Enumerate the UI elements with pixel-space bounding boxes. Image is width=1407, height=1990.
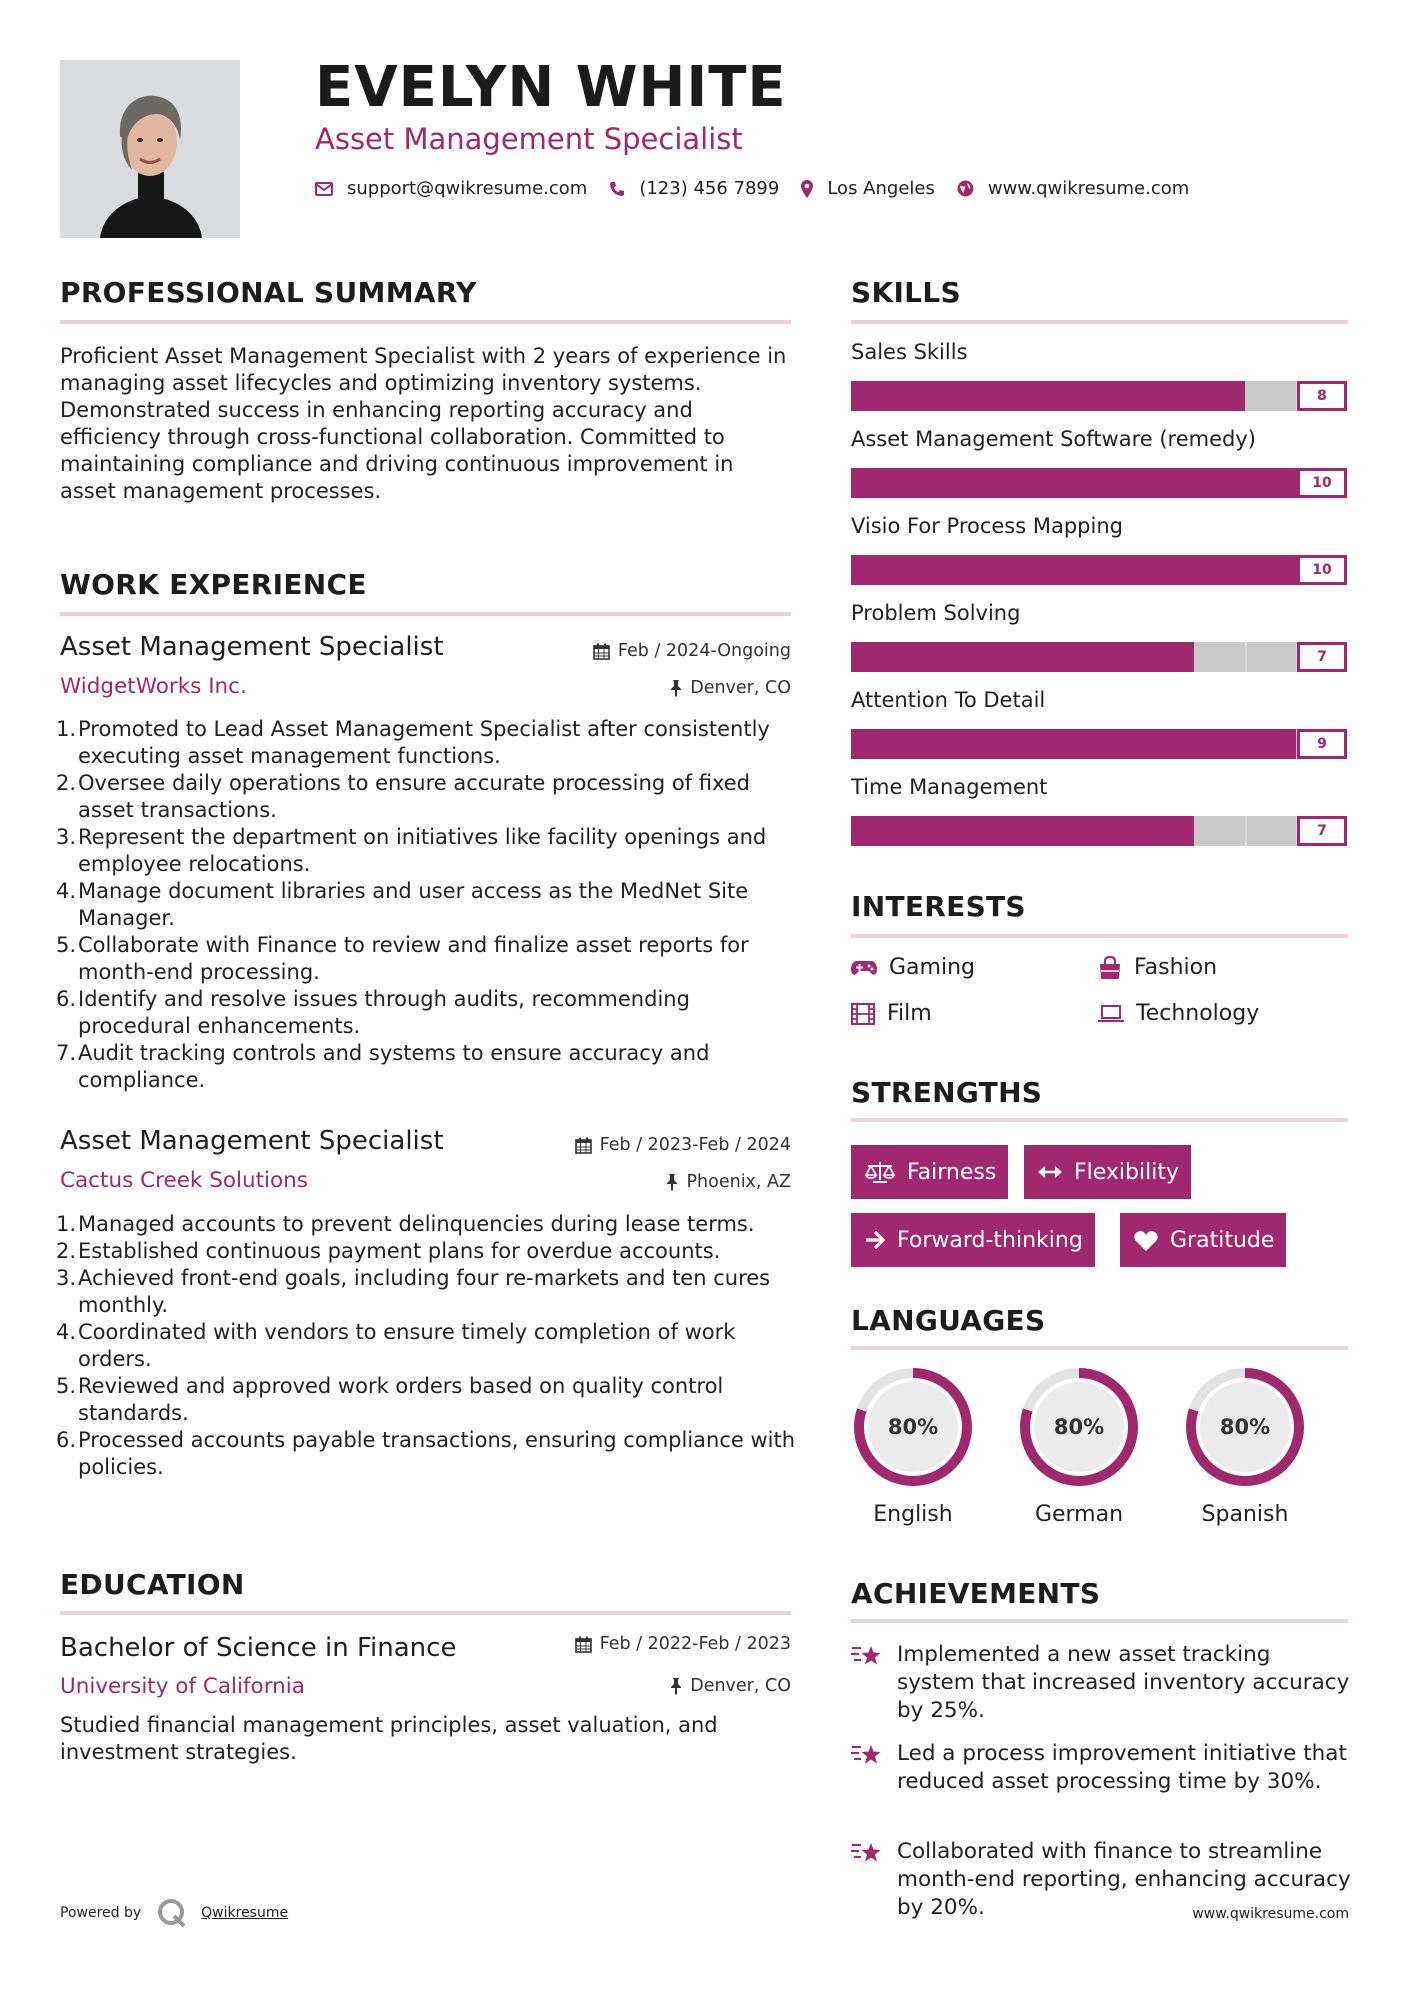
- list-item: 1. Promoted to Lead Asset Management Specialist after consistently executing asset management functions.: [56, 717, 770, 768]
- skill-level-badge: 9: [1297, 729, 1347, 759]
- list-item: 1. Managed accounts to prevent delinquencies during lease terms.: [56, 1212, 755, 1236]
- language-label: German: [1034, 1502, 1124, 1527]
- education-date: [575, 1634, 791, 1654]
- profile-photo: [60, 60, 240, 238]
- job-title: Asset Management Specialist: [60, 1126, 444, 1156]
- laptop-icon: [1098, 1005, 1124, 1023]
- shooting-star-icon: [851, 1643, 883, 1669]
- list-item: 4. Manage document libraries and user access as the MedNet Site Manager.: [56, 879, 749, 930]
- skill-bar-segment: [949, 642, 998, 672]
- skill-bar-segment: [1198, 468, 1248, 498]
- list-item: 3. Achieved front-end goals, including four re-markets and ten cures monthly.: [56, 1266, 771, 1317]
- achievements-heading: ACHIEVEMENTS: [851, 1577, 1101, 1610]
- strength-label: Flexibility: [1074, 1159, 1179, 1185]
- school-name: University of California: [60, 1674, 305, 1699]
- skill-bar-segment: [1049, 555, 1099, 585]
- interest-label: Fashion: [1134, 955, 1218, 980]
- envelope-icon: [315, 182, 333, 196]
- skill-bar-segment: [1047, 816, 1096, 846]
- list-item: 2. Oversee daily operations to ensure accurate processing of fixed asset transactions.: [56, 771, 751, 822]
- skill-bar-segment: [901, 555, 951, 585]
- list-item: 6. Identify and resolve issues through audits, recommending procedural enhancements.: [56, 987, 690, 1038]
- skill-bar-segment: [1097, 381, 1146, 411]
- pushpin-icon: [670, 679, 682, 697]
- skill-bar-segment: [1198, 555, 1248, 585]
- calendar-icon: [593, 643, 610, 660]
- progress-ring: [1017, 1365, 1141, 1489]
- list-item: 5. Reviewed and approved work orders based on quality control standards.: [56, 1374, 724, 1425]
- phone-icon: [609, 181, 625, 197]
- job-date: [593, 641, 791, 661]
- interest-label: Gaming: [889, 955, 975, 980]
- summary-rule: [60, 320, 791, 324]
- summary-heading: PROFESSIONAL SUMMARY: [60, 276, 477, 309]
- shopping-bag-icon: [1098, 956, 1122, 980]
- globe-icon: [957, 180, 974, 197]
- language-label: Spanish: [1201, 1502, 1289, 1527]
- skill-bar-segment: [999, 729, 1048, 759]
- skill-bar-segment: [851, 381, 900, 411]
- job-location-text: Denver, CO: [690, 678, 791, 698]
- skill-bar-segment: [998, 816, 1047, 846]
- company-name: WidgetWorks Inc.: [60, 674, 247, 699]
- arrows-horizontal-icon: [1038, 1165, 1062, 1179]
- skill-label: Attention To Detail: [851, 688, 1046, 712]
- skill-bar-segment: [1049, 729, 1098, 759]
- shooting-star-icon: [851, 1742, 883, 1768]
- skill-bar-segment: [851, 642, 900, 672]
- strength-label: Forward-thinking: [897, 1227, 1083, 1253]
- skill-bar-segment: [1247, 381, 1296, 411]
- skill-bar-segment: [900, 381, 949, 411]
- interest-film: [851, 1001, 932, 1026]
- skill-label: Problem Solving: [851, 601, 1021, 625]
- skill-bar: [851, 555, 1347, 585]
- job-date: [575, 1135, 791, 1155]
- skill-level-badge: 7: [1297, 816, 1347, 846]
- skill-bar-segment: [1099, 555, 1149, 585]
- job-duties-list: [56, 1211, 800, 1481]
- skill-bar-segment: [1196, 816, 1245, 846]
- job-date-text: Feb / 2024-Ongoing: [617, 641, 791, 661]
- skill-label: Asset Management Software (remedy): [851, 427, 1256, 451]
- language-ring-german: [1017, 1365, 1141, 1493]
- job-duties-list: [56, 716, 800, 1094]
- language-ring-spanish: [1183, 1365, 1307, 1493]
- achievement-item: [851, 1641, 1351, 1725]
- skill-bar-segment: [1197, 729, 1246, 759]
- skill-bar: [851, 468, 1347, 498]
- achievement-text: Implemented a new asset tracking system that increased inventory accuracy by 25%.: [897, 1642, 1350, 1723]
- skill-bar-segment: [1096, 642, 1145, 672]
- contact-phone[interactable]: [609, 178, 779, 199]
- skill-bar-segment: [1048, 381, 1097, 411]
- skill-level-badge: 8: [1297, 381, 1347, 411]
- skill-bar-segment: [1098, 729, 1147, 759]
- skill-bar-segment: [1147, 729, 1196, 759]
- skill-bar-segment: [1149, 555, 1199, 585]
- interests-heading: INTERESTS: [851, 890, 1026, 923]
- strength-forward-thinking: [851, 1213, 1095, 1267]
- list-item: 7. Audit tracking controls and systems to ensure accuracy and compliance.: [56, 1041, 710, 1092]
- skill-label: Sales Skills: [851, 340, 968, 364]
- company-name: Cactus Creek Solutions: [60, 1168, 309, 1193]
- film-icon: [851, 1003, 875, 1025]
- education-date-text: Feb / 2022-Feb / 2023: [599, 1634, 791, 1654]
- contact-email-text: support@qwikresume.com: [347, 178, 588, 199]
- interest-fashion: [1098, 955, 1217, 980]
- progress-ring: [1183, 1365, 1307, 1489]
- candidate-name: EVELYN WHITE: [315, 55, 787, 120]
- list-item: 4. Coordinated with vendors to ensure timely completion of work orders.: [56, 1320, 736, 1371]
- summary-text: Proficient Asset Management Specialist with 2 years of experience in managing asset lifecycles and optimizing inventory systems. Demonstrated success in enhancing reporting accuracy and efficiency through cross-functional collaboration. Committed to maintaining compliance and driving continuous improvement in asset management processes.: [60, 344, 787, 503]
- interest-gaming: [851, 955, 975, 980]
- job-location: [670, 678, 791, 698]
- powered-by-text: Powered by: [60, 1905, 142, 1921]
- ring-percent-label: 80%: [1053, 1415, 1105, 1439]
- skills-heading: SKILLS: [851, 276, 961, 309]
- education-heading: EDUCATION: [60, 1568, 245, 1601]
- list-item: 6. Processed accounts payable transactions, ensuring compliance with policies.: [56, 1428, 796, 1479]
- education-description: Studied financial management principles, asset valuation, and investment strategies.: [60, 1713, 718, 1764]
- skill-bar-segment: [1246, 729, 1295, 759]
- ring-percent-label: 80%: [1219, 1415, 1271, 1439]
- skill-bar-segment: [949, 381, 998, 411]
- skill-level-badge: 7: [1297, 642, 1347, 672]
- strengths-heading: STRENGTHS: [851, 1076, 1043, 1109]
- achievement-item: [851, 1740, 1351, 1796]
- skill-bar-segment: [1096, 816, 1145, 846]
- list-item: 3. Represent the department on initiatives like facility openings and employee relocations.: [56, 825, 767, 876]
- shooting-star-icon: [851, 1840, 883, 1866]
- skill-bar-segment: [851, 816, 900, 846]
- skill-bar-segment: [949, 816, 998, 846]
- language-ring-english: [851, 1365, 975, 1493]
- achievements-rule: [851, 1619, 1348, 1623]
- contact-email[interactable]: [315, 178, 587, 199]
- contact-bar: [315, 178, 1211, 199]
- job-location: [666, 1172, 791, 1192]
- calendar-icon: [575, 1636, 592, 1653]
- skill-bar-segment: [1146, 381, 1195, 411]
- strength-fairness: [851, 1145, 1008, 1199]
- skill-bar-segment: [1247, 816, 1296, 846]
- degree-title: Bachelor of Science in Finance: [60, 1633, 457, 1663]
- skill-bar: [851, 381, 1347, 411]
- strength-flexibility: [1024, 1145, 1191, 1199]
- skill-level-badge: 10: [1297, 468, 1347, 498]
- languages-heading: LANGUAGES: [851, 1304, 1046, 1337]
- map-marker-icon: [801, 180, 813, 198]
- interests-rule: [851, 934, 1348, 938]
- skills-rule: [851, 320, 1348, 324]
- skill-label: Visio For Process Mapping: [851, 514, 1123, 538]
- candidate-title: Asset Management Specialist: [315, 122, 743, 156]
- skill-bar-segment: [950, 555, 1000, 585]
- education-location-text: Denver, CO: [690, 1676, 791, 1696]
- job-date-text: Feb / 2023-Feb / 2024: [599, 1135, 791, 1155]
- skill-bar-segment: [851, 555, 901, 585]
- skill-bar: [851, 729, 1347, 759]
- skill-bar-segment: [1049, 468, 1099, 498]
- education-rule: [60, 1611, 791, 1615]
- skill-bar-segment: [1000, 468, 1050, 498]
- pushpin-icon: [666, 1173, 678, 1191]
- skill-bar-segment: [1248, 555, 1298, 585]
- education-location: [670, 1676, 791, 1696]
- powered-by: [60, 1898, 288, 1928]
- skill-bar-segment: [950, 468, 1000, 498]
- skill-bar-segment: [1000, 555, 1050, 585]
- contact-website[interactable]: [957, 178, 1189, 199]
- heart-icon: [1134, 1230, 1158, 1251]
- list-item: 2. Established continuous payment plans for overdue accounts.: [56, 1239, 721, 1263]
- skill-bar-segment: [1247, 642, 1296, 672]
- pushpin-icon: [670, 1677, 682, 1695]
- skill-bar-segment: [950, 729, 999, 759]
- work-heading: WORK EXPERIENCE: [60, 568, 367, 601]
- interest-label: Technology: [1136, 1001, 1260, 1026]
- strength-label: Fairness: [907, 1159, 997, 1185]
- skill-bar-segment: [1248, 468, 1298, 498]
- arrow-right-icon: [865, 1230, 885, 1250]
- skill-bar-segment: [900, 729, 949, 759]
- contact-location-text: Los Angeles: [827, 178, 935, 199]
- skill-bar-segment: [1047, 642, 1096, 672]
- work-rule: [60, 612, 791, 616]
- skill-bar-segment: [901, 468, 951, 498]
- skill-bar-segment: [1145, 642, 1194, 672]
- qwikresume-logo-icon: [157, 1898, 187, 1928]
- job-location-text: Phoenix, AZ: [686, 1172, 791, 1192]
- strength-gratitude: [1120, 1213, 1286, 1267]
- skill-label: Time Management: [851, 775, 1048, 799]
- skill-bar-segment: [999, 381, 1048, 411]
- strength-label: Gratitude: [1170, 1227, 1275, 1253]
- languages-rule: [851, 1346, 1348, 1350]
- achievement-text: Led a process improvement initiative that reduced asset processing time by 30%.: [897, 1741, 1347, 1794]
- achievement-text: Collaborated with finance to streamline month-end reporting, enhancing accuracy by 20%.: [897, 1839, 1351, 1920]
- contact-phone-text: (123) 456 7899: [639, 178, 780, 199]
- skill-bar: [851, 816, 1347, 846]
- ring-percent-label: 80%: [887, 1415, 939, 1439]
- contact-location: [801, 178, 935, 199]
- skill-bar-segment: [851, 729, 900, 759]
- qwikresume-link[interactable]: Qwikresume: [201, 1905, 289, 1921]
- skill-bar-segment: [1195, 381, 1244, 411]
- interest-technology: [1098, 1001, 1259, 1026]
- progress-ring: [851, 1365, 975, 1489]
- calendar-icon: [575, 1137, 592, 1154]
- gamepad-icon: [851, 959, 877, 977]
- contact-website-text: www.qwikresume.com: [987, 178, 1190, 199]
- skill-bar-segment: [998, 642, 1047, 672]
- balance-scale-icon: [865, 1161, 895, 1183]
- skill-bar-segment: [851, 468, 901, 498]
- skill-bar-segment: [1145, 816, 1194, 846]
- footer-url[interactable]: www.qwikresume.com: [1192, 1906, 1349, 1922]
- strengths-rule: [851, 1118, 1348, 1122]
- skill-bar: [851, 642, 1347, 672]
- skill-bar-segment: [1149, 468, 1199, 498]
- skill-bar-segment: [1099, 468, 1149, 498]
- skill-bar-segment: [1196, 642, 1245, 672]
- skill-bar-segment: [900, 642, 949, 672]
- job-title: Asset Management Specialist: [60, 632, 444, 662]
- interest-label: Film: [887, 1001, 932, 1026]
- language-label: English: [873, 1502, 953, 1527]
- list-item: 5. Collaborate with Finance to review and finalize asset reports for month-end processing.: [56, 933, 749, 984]
- skill-level-badge: 10: [1297, 555, 1347, 585]
- skill-bar-segment: [900, 816, 949, 846]
